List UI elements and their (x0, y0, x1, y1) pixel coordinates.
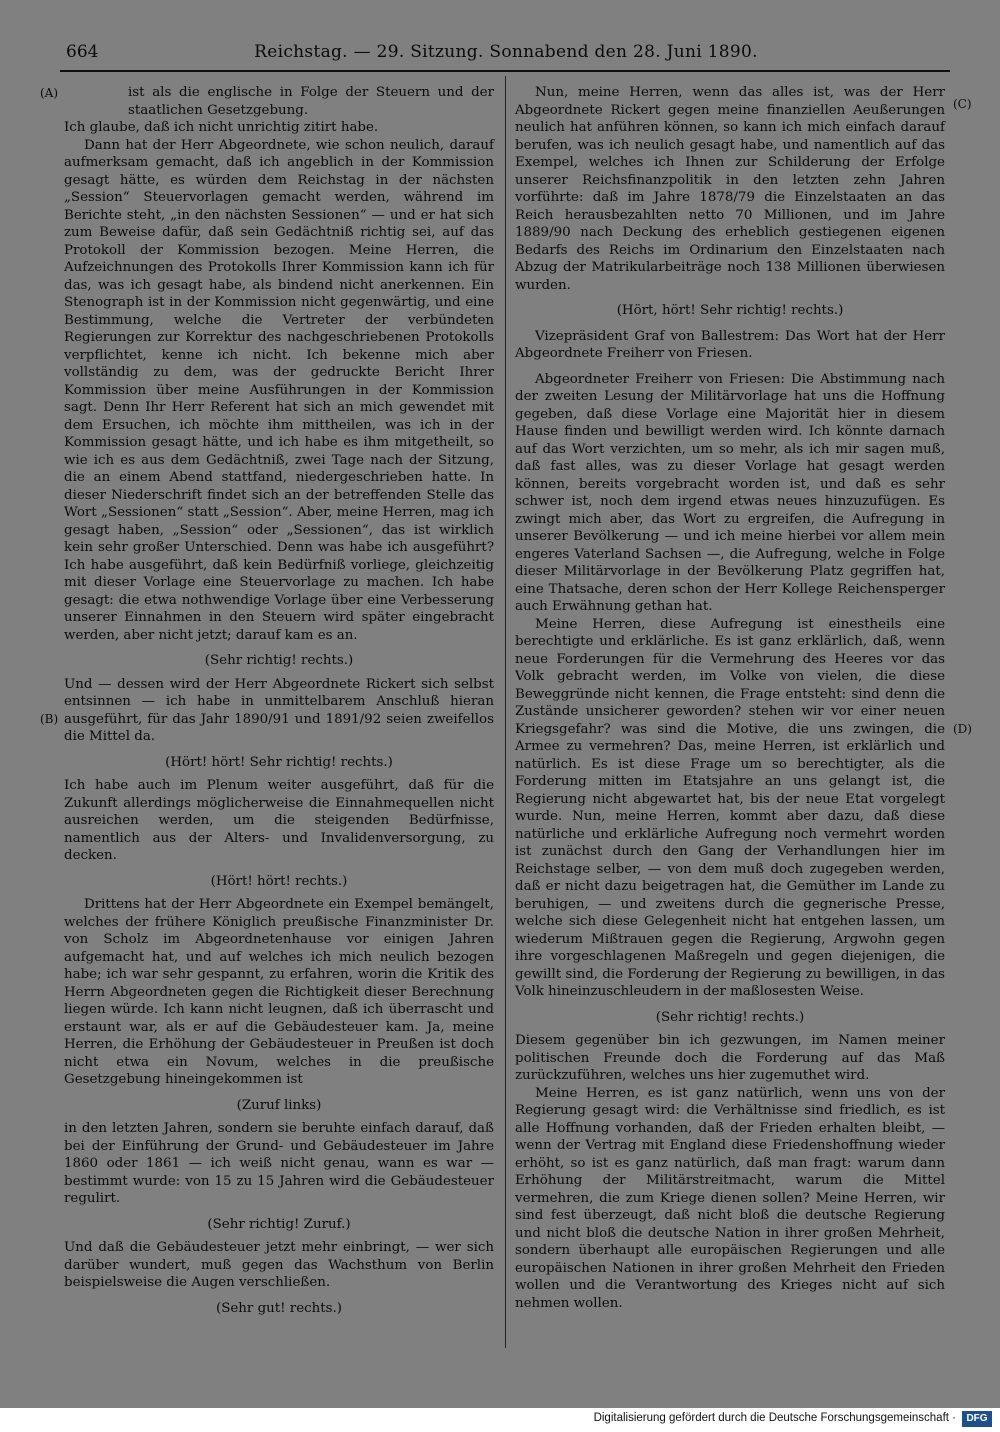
margin-mark-a: (A) (40, 86, 59, 100)
footer-credit: Digitalisierung gefördert durch die Deutsche Forschungsgemeinschaft · (593, 1412, 956, 1424)
paragraph: Und — dessen wird der Herr Abgeordnete Rickert sich selbst entsinnen — ich habe in unmittelbarem Anschluß hieran ausgeführt, für das Jahr 1890/91 und 1891/92 seien zweifellos die Mittel da. (64, 676, 494, 744)
paragraph: Diesem gegenüber bin ich gezwungen, im Namen meiner politischen Freunde doch die Forderung auf das Maß zurückzuführen, welches uns hier zugemuthet wird. (515, 1033, 945, 1083)
right-column (515, 84, 945, 1312)
left-column (64, 84, 494, 1323)
interjection: (Zuruf links) (236, 1097, 322, 1113)
interjection: (Hört! hört! Sehr richtig! rechts.) (165, 754, 393, 770)
paragraph: in den letzten Jahren, sondern sie beruhte einfach darauf, daß bei der Einführung der Grund- und Gebäudesteuer im Jahre 1860 oder 1861 — ich weiß nicht genau, wann es war — bestimmt wurde: von 15 zu 15 Jahren wird die Gebäudesteuer regulirt. (64, 1121, 494, 1206)
header-title: Reichstag. — 29. Sitzung. Sonnabend den 28. Juni 1890. (254, 42, 758, 62)
interjection: (Sehr richtig! rechts.) (204, 653, 354, 668)
paragraph: ist als die englische in Folge der Steuern und der staatlichen Gesetzgebung. (128, 85, 494, 118)
page-header (66, 42, 946, 66)
paragraph: Meine Herren, diese Aufregung ist einestheils eine berechtigte und erklärliche. Es ist ganz erklärlich, daß, wenn neue Forderungen für die Vermehrung des Heeres vor das Volk gebracht werden, im Volke von vielen, die diese Beweggründe nicht kennen, die Frage entsteht: sind denn die Zustände unsicherer geworden? stehen wir vor einer neuen Kriegsgefahr? was sind die Motive, die uns zwingen, die Armee zu vermehren? Das, meine Herren, ist erklärlich und natürlich. Es ist diese Frage um so berechtigter, als die Forderung mitten im Etatsjahre an uns gelangt ist, die Regierung nicht abgewartet hat, bis der neue Etat vorgelegt wurde. Nun, meine Herren, kommt aber dazu, daß diese natürliche und erklärliche Aufregung noch vermehrt worden ist zunächst durch den Gang der Verhandlungen hier im Reichstage selber, — von dem muß doch zugegeben werden, daß er nicht dazu beigetragen hat, die Gemüther im Lande zu beruhigen, — und zweitens durch die gegnerische Presse, welche sich diese Gelegenheit nicht hat entgehen lassen, um wiederum Mißtrauen gegen die Regierung, Argwohn gegen ihre vorgeschlagenen Maßregeln und gegen diejenigen, die gewillt sind, die Forderung der Regierung zu bewilligen, in das Volk hineinzuschleudern in der maßlosesten Weise. (515, 616, 946, 999)
interjection: (Hört, hört! Sehr richtig! rechts.) (616, 303, 844, 318)
margin-mark-d: (D) (953, 722, 972, 736)
interjection: (Hört! hört! rechts.) (210, 873, 348, 889)
header-rule (60, 70, 950, 72)
margin-mark-b: (B) (40, 712, 59, 726)
paragraph: Ich habe auch im Plenum weiter ausgeführt, daß für die Zukunft allerdings möglicherweise die Einnahmequellen nicht ausreichen werden, um die steigenden Bedürfnisse, namentlich aus der Alters- und Invalidenversorgung, zu decken. (64, 778, 494, 863)
paragraph: Ich glaube, daß ich nicht unrichtig zitirt habe. (64, 120, 379, 135)
column-divider (505, 76, 506, 1348)
margin-mark-c: (C) (953, 97, 972, 111)
interjection: (Sehr richtig! rechts.) (655, 1009, 805, 1025)
speaker-paragraph: Vizepräsident Graf von Ballestrem: Das Wort hat der Herr Abgeordnete Freiherr von Friesen. (515, 328, 945, 361)
speaker-paragraph: Abgeordneter Freiherr von Friesen: Die Abstimmung nach der zweiten Lesung der Militärvorlage hat uns die Hoffnung gegeben, daß diese Vorlage eine Majorität hier in diesem Hause finden und bewilligt werden wird. Ich könnte darnach auf das Wort verzichten, um so mehr, als ich mir sagen muß, daß fast alles, was zu dieser Vorlage hat gesagt werden können, bereits vorgebracht worden ist, und daß es sehr schwer ist, noch dem irgend etwas neues hinzuzufügen. Es zwingt mich aber, das Wort zu ergreifen, die Aufregung in unserer Bevölkerung — und ich meine hierbei vor allem mein engeres Vaterland Sachsen —, die Aufregung, welche in Folge dieser Militärvorlage in der Bevölkerung Platz gegriffen hat, eine Thatsache, deren schon der Herr Kollege Reichensperger auch Erwähnung gethan hat. (515, 371, 945, 614)
paragraph: Dann hat der Herr Abgeordnete, wie schon neulich, darauf aufmerksam gemacht, daß ich angeblich in der Kommission gesagt hätte, es würden dem Reichstag in der nächsten „Session“ Steuervorlagen gemacht werden, während im Berichte steht, „in den nächsten Sessionen“ — und er hat sich zum Beweise dafür, daß sein Gedächtniß richtig sei, auf das Protokoll der Kommission bezogen. Meine Herren, die Aufzeichnungen des Protokolls Ihrer Kommission kann ich für das, was ich gesagt habe, als bindend nicht anerkennen. Ein Stenograph ist in der Kommission nicht gegenwärtig, und eine Bestimmung, welche die Vertreter der verbündeten Regierungen zur Korrektur des nachgeschriebenen Protokolls verpflichtet, kenne ich nicht. Ich bekenne mich aber vollständig zu dem, was der gedruckte Bericht Ihrer Kommission über meine Ausführungen in der Kommission sagt. Denn Ihr Herr Referent hat sich an mich gewendet mit dem Ersuchen, ich möchte ihm mittheilen, was ich in der Kommission gesagt hätte, und ich habe es ihm mitgetheilt, so wie ich es aus dem Gedächtniß, zwei Tage nach der Sitzung, die an einem Abend stattfand, niedergeschrieben hatte. In dieser Niederschrift findet sich an der betreffenden Stelle das Wort „Sessionen“ statt „Session“. Aber, meine Herren, mag ich gesagt haben, „Session“ oder „Sessionen“, das ist wirklich kein sehr großer Unterschied. Denn was habe ich ausgeführt? Ich habe ausgeführt, daß kein Bedürfniß vorliege, gleichzeitig mit dieser Vorlage eine Steuervorlage zu machen. Ich habe gesagt: die etwa nothwendige Vorlage über eine Verbesserung unserer Einnahmen in den Steuern wird später eingebracht werden, aber nicht jetzt; darauf kam es an. (64, 137, 494, 643)
dfg-logo: DFG (962, 1411, 992, 1427)
page-number: 664 (66, 42, 99, 62)
paragraph: Nun, meine Herren, wenn das alles ist, was der Herr Abgeordnete Rickert gegen meine finanziellen Aeußerungen neulich hat anführen können, so kann ich mich einfach darauf berufen, was ich neulich gesagt habe, und namentlich auf das Exempel, welches ich Ihnen zur Schilderung der Erfolge unserer Reichsfinanzpolitik in den letzten zehn Jahren vorführte: daß im Jahre 1878/79 die Einzelstaaten an das Reich herausbezahlten netto 70 Millionen, und im Jahre 1889/90 nach Deckung des erheblich gestiegenen eigenen Bedarfs des Reichs im Ordinarium den Einzelstaaten nach Abzug der Matrikularbeiträge noch 138 Millionen überwiesen wurden. (515, 85, 945, 293)
interjection: (Sehr gut! rechts.) (215, 1300, 342, 1316)
interjection: (Sehr richtig! Zuruf.) (207, 1216, 351, 1232)
paragraph: Meine Herren, es ist ganz natürlich, wenn uns von der Regierung gesagt wird: die Verhältnisse sind friedlich, es ist alle Hoffnung vorhanden, daß der Frieden erhalten bleibt, — wenn der Vertrag mit England diese Friedenshoffnung wieder erhöht, so ist es ganz natürlich, daß man fragt: warum dann Erhöhung der Militärstreitmacht, warum die Mittel vermehren, die zum Kriege dienen sollen? Meine Herren, wir sind fest überzeugt, daß nicht bloß die deutsche Regierung und nicht bloß die deutsche Nation in ihrer großen Mehrheit, sondern überhaupt alle europäischen Regierungen und alle europäischen Nationen in ihrer großen Mehrheit den Frieden wollen und die Verantwortung des Krieges nicht auf sich nehmen wollen. (515, 1085, 945, 1311)
paragraph: Drittens hat der Herr Abgeordnete ein Exempel bemängelt, welches der frühere Königlich preußische Finanzminister Dr. von Scholz im Abgeordnetenhause vor einigen Jahren aufgemacht hat, und auf welches ich mich neulich bezogen habe; ich war sehr gespannt, zu erfahren, worin die Kritik des Herrn Abgeordneten gegen die Richtigkeit dieser Berechnung liegen würde. Ich kann nicht leugnen, daß ich überrascht und erstaunt war, als er auf die Gebäudesteuer kam. Ja, meine Herren, die Erhöhung der Gebäudesteuer in Preußen ist doch nicht etwa ein Novum, welches in die preußische Gesetzgebung hineingekommen ist (64, 897, 494, 1087)
paragraph: Und daß die Gebäudesteuer jetzt mehr einbringt, — wer sich darüber wundert, muß gegen das Wachsthum von Berlin beispielsweise die Augen verschließen. (64, 1240, 494, 1290)
digitization-footer (0, 1408, 1000, 1432)
